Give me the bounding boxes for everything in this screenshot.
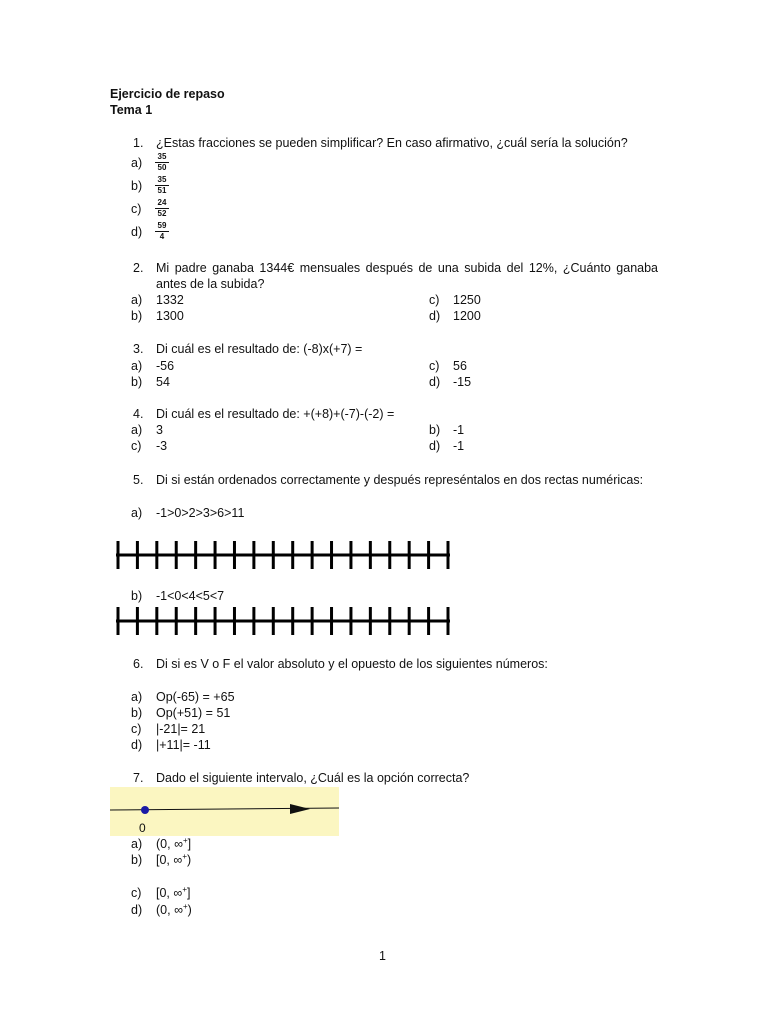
question-2-number: 2. <box>133 261 144 275</box>
q2-option-b-label: b) <box>131 309 143 323</box>
q3-option-d-value: -15 <box>453 375 472 389</box>
q4-option-a-label: a) <box>131 423 143 437</box>
fraction-denominator: 50 <box>157 163 167 172</box>
q2-option-d-label: d) <box>429 309 441 323</box>
worksheet-title: Ejercicio de repaso <box>110 87 225 101</box>
question-4-number: 4. <box>133 407 144 421</box>
q5-option-a-label: a) <box>131 506 143 520</box>
q7-option-c-value: [0, ∞+] <box>156 885 191 900</box>
q6-option-c-label: c) <box>131 722 142 736</box>
q6-option-a-label: a) <box>131 690 143 704</box>
q2-option-d-value: 1200 <box>453 309 481 323</box>
q2-option-c-label: c) <box>429 293 440 307</box>
q3-option-c-value: 56 <box>453 359 467 373</box>
question-3-number: 3. <box>133 342 144 356</box>
q2-option-b-value: 1300 <box>156 309 184 323</box>
q2-option-c-value: 1250 <box>453 293 481 307</box>
q7-option-a-label: a) <box>131 837 143 851</box>
question-2-text-line-1: Mi padre ganaba 1344€ mensuales después de una subida del 12%, ¿Cuánto ganaba <box>156 261 658 275</box>
q3-option-a-label: a) <box>131 359 143 373</box>
q7-option-a-value: (0, ∞+] <box>156 836 192 851</box>
q6-option-b-label: b) <box>131 706 143 720</box>
q7-option-d-value: (0, ∞+) <box>156 902 192 917</box>
q3-option-d-label: d) <box>429 375 441 389</box>
fraction-denominator: 52 <box>157 209 167 218</box>
q1-option-a-label: a) <box>131 156 143 170</box>
interval-diagram <box>110 787 339 836</box>
q1-option-d-fraction <box>155 222 169 241</box>
q3-option-b-value: 54 <box>156 375 170 389</box>
q6-option-b-value: Op(+51) = 51 <box>156 706 231 720</box>
q6-option-d-label: d) <box>131 738 143 752</box>
q6-option-c-value: |-21|= 21 <box>156 722 206 736</box>
q4-option-c-value: -3 <box>156 439 168 453</box>
worksheet-subtitle: Tema 1 <box>110 103 153 117</box>
fraction-numerator: 24 <box>155 199 169 209</box>
q7-option-b-value: [0, ∞+) <box>156 852 192 867</box>
q6-option-a-value: Op(-65) = +65 <box>156 690 235 704</box>
q4-option-b-label: b) <box>429 423 441 437</box>
question-7-text: Dado el siguiente intervalo, ¿Cuál es la opción correcta? <box>156 771 470 785</box>
q1-option-b-label: b) <box>131 179 143 193</box>
fraction-numerator: 35 <box>155 176 169 186</box>
question-1-number: 1. <box>133 136 144 150</box>
fraction-numerator: 59 <box>155 222 169 232</box>
q1-option-b-fraction <box>155 176 169 195</box>
q1-option-a-fraction <box>155 153 169 172</box>
fraction-denominator: 4 <box>159 232 165 241</box>
q5-option-b-label: b) <box>131 589 143 603</box>
q7-option-d-label: d) <box>131 903 143 917</box>
interval-start-dot <box>141 806 149 814</box>
q2-option-a-label: a) <box>131 293 143 307</box>
number-line-b <box>116 605 450 637</box>
question-7-number: 7. <box>133 771 144 785</box>
q6-option-d-value: |+11|= -11 <box>156 738 211 752</box>
q7-option-b-label: b) <box>131 853 143 867</box>
page-number: 1 <box>379 949 386 963</box>
question-6-text: Di si es V o F el valor absoluto y el opuesto de los siguientes números: <box>156 657 548 671</box>
question-4-text: Di cuál es el resultado de: +(+8)+(-7)-(-2) = <box>156 407 395 421</box>
q2-option-a-value: 1332 <box>156 293 184 307</box>
question-5-number: 5. <box>133 473 144 487</box>
q5-option-a-value: -1>0>2>3>6>11 <box>156 506 245 520</box>
fraction-numerator: 35 <box>155 153 169 163</box>
question-3-text: Di cuál es el resultado de: (-8)x(+7) = <box>156 342 363 356</box>
question-2-text-line-2: antes de la subida? <box>156 277 265 291</box>
q3-option-a-value: -56 <box>156 359 175 373</box>
q3-option-b-label: b) <box>131 375 143 389</box>
interval-zero-label: 0 <box>139 821 146 835</box>
q4-option-c-label: c) <box>131 439 142 453</box>
fraction-denominator: 51 <box>157 186 167 195</box>
q1-option-c-fraction <box>155 199 169 218</box>
q1-option-d-label: d) <box>131 225 143 239</box>
question-6-number: 6. <box>133 657 144 671</box>
q4-option-a-value: 3 <box>156 423 163 437</box>
question-1-text: ¿Estas fracciones se pueden simplificar? En caso afirmativo, ¿cuál sería la solución? <box>156 136 628 150</box>
question-5-text: Di si están ordenados correctamente y después represéntalos en dos rectas numéricas: <box>156 473 644 487</box>
q3-option-c-label: c) <box>429 359 440 373</box>
q7-option-c-label: c) <box>131 886 142 900</box>
number-line-a <box>116 539 450 571</box>
q4-option-b-value: -1 <box>453 423 465 437</box>
q1-option-c-label: c) <box>131 202 142 216</box>
q4-option-d-value: -1 <box>453 439 465 453</box>
q5-option-b-value: -1<0<4<5<7 <box>156 589 225 603</box>
q4-option-d-label: d) <box>429 439 441 453</box>
